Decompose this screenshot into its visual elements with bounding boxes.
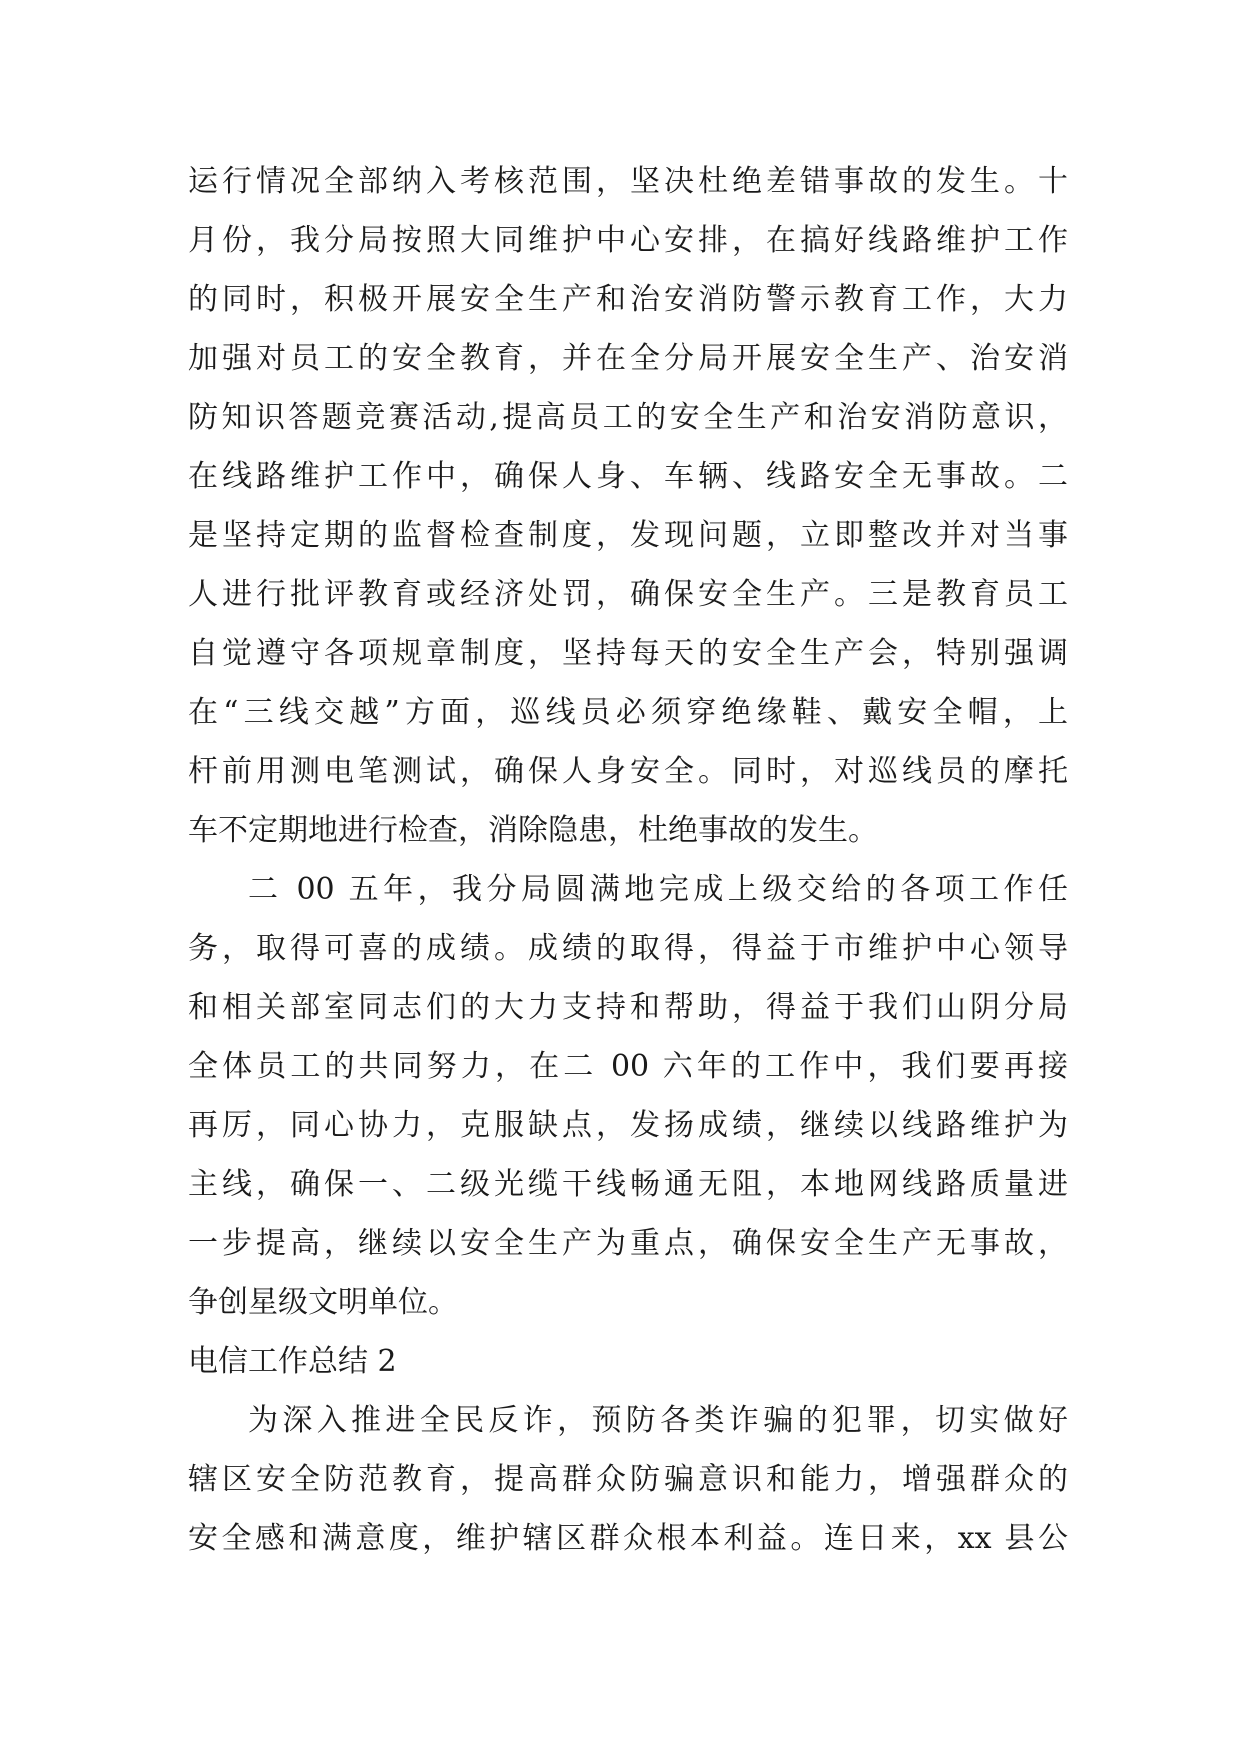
paragraph-2 <box>188 860 1068 1332</box>
text-line: 一步提高，继续以安全生产为重点，确保安全生产无事故， <box>188 1226 1068 1261</box>
text-line: 防知识答题竞赛活动,提高员工的安全生产和治安消防意识， <box>188 400 1068 435</box>
text-line: 争创星级文明单位。 <box>188 1285 458 1320</box>
text-line: 是坚持定期的监督检查制度，发现问题，立即整改并对当事 <box>188 518 1068 553</box>
section-heading: 电信工作总结 2 <box>188 1344 397 1379</box>
text-line: 和相关部室同志们的大力支持和帮助，得益于我们山阴分局 <box>188 990 1068 1025</box>
text-line: 安全感和满意度，维护辖区群众根本利益。连日来，xx 县公 <box>188 1521 1068 1556</box>
text-line: 杆前用测电笔测试，确保人身安全。同时，对巡线员的摩托 <box>188 754 1068 789</box>
text-line: 人进行批评教育或经济处罚，确保安全生产。三是教育员工 <box>188 577 1068 612</box>
text-line: 的同时，积极开展安全生产和治安消防警示教育工作，大力 <box>188 282 1068 317</box>
text-line: 辖区安全防范教育，提高群众防骗意识和能力，增强群众的 <box>188 1462 1068 1497</box>
paragraph-1 <box>188 152 1068 860</box>
text-line: 月份，我分局按照大同维护中心安排，在搞好线路维护工作 <box>188 223 1068 258</box>
text-line: 在线路维护工作中，确保人身、车辆、线路安全无事故。二 <box>188 459 1068 494</box>
text-line: 务，取得可喜的成绩。成绩的取得，得益于市维护中心领导 <box>188 931 1068 966</box>
text-line: 在“三线交越”方面，巡线员必须穿绝缘鞋、戴安全帽，上 <box>188 695 1068 730</box>
text-line: 主线，确保一、二级光缆干线畅通无阻，本地网线路质量进 <box>188 1167 1068 1202</box>
text-line: 自觉遵守各项规章制度，坚持每天的安全生产会，特别强调 <box>188 636 1068 671</box>
text-line: 为深入推进全民反诈，预防各类诈骗的犯罪，切实做好 <box>248 1403 1068 1438</box>
text-line: 再厉，同心协力，克服缺点，发扬成绩，继续以线路维护为 <box>188 1108 1068 1143</box>
text-line: 加强对员工的安全教育，并在全分局开展安全生产、治安消 <box>188 341 1068 376</box>
paragraph-3 <box>188 1391 1068 1568</box>
text-line: 二 00 五年，我分局圆满地完成上级交给的各项工作任 <box>248 872 1068 907</box>
text-line: 全体员工的共同努力，在二 00 六年的工作中，我们要再接 <box>188 1049 1068 1084</box>
text-line: 运行情况全部纳入考核范围，坚决杜绝差错事故的发生。十 <box>188 164 1068 199</box>
text-line: 车不定期地进行检查，消除隐患，杜绝事故的发生。 <box>188 813 878 848</box>
document-body <box>188 152 1068 1568</box>
